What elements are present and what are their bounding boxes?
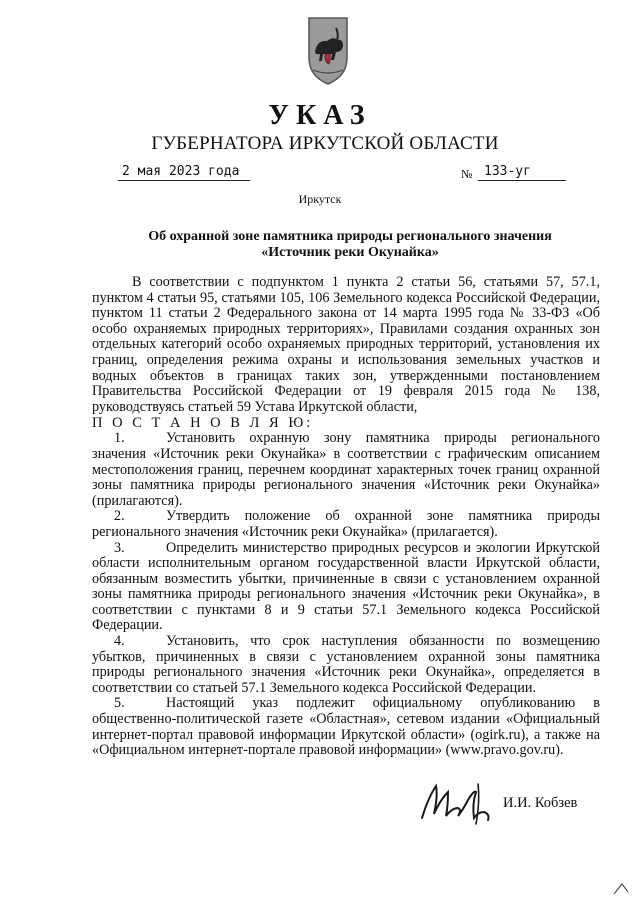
document-number: 133-уг bbox=[478, 164, 566, 181]
handwritten-signature-icon bbox=[418, 778, 502, 826]
document-heading-line-1: Об охранной зоне памятника природы регионального значения bbox=[148, 229, 552, 244]
list-item bbox=[92, 541, 600, 635]
item-text: Настоящий указ подлежит официальному опубликованию в общественно-политической газете «Областная», сетевом издании «Официальный интернет-портал правовой информации Иркутской области» (ogirk.ru), а также на «Официальном интернет-портале правовой информации» (www.pravo.gov.ru). bbox=[92, 695, 600, 759]
coat-of-arms-icon bbox=[303, 14, 353, 86]
item-text: Установить охранную зону памятника природы регионального значения «Источник реки Окунайка» в соответствии с графическим описанием местоположения границ, перечнем координат характерных точек границ охранной зоны памятника природы регионального значения «Источник реки Окунайка» (прилагаются). bbox=[92, 430, 600, 509]
item-number: 3. bbox=[114, 539, 125, 556]
item-text: Определить министерство природных ресурсов и экологии Иркутской области исполнительным органом государственной власти Иркутской области, обязанным возместить убытки, причиненные в связи с установлением охранной зоны памятника природы регионального значения «Источник реки Окунайка», в соответствии с пунктами 8 и 9 статьи 57.1 Земельного кодекса Российской Федерации. bbox=[92, 539, 600, 634]
preamble-paragraph: В соответствии с подпунктом 1 пункта 2 статьи 56, статьями 57, 57.1, пунктом 4 статьи 95, статьями 105, 106 Земельного кодекса Российской Федерации, пунктом 11 статьи 2 Федерального закона от 14 марта 1995 года № 33-ФЗ «Об особо охраняемых природных территориях», Правилами создания охранных зон отдельных категорий особо охраняемых природных территорий, установления их границ, определения режима охраны и использования земельных участков и водных объектов в границах таких зон, утвержденными постановлением Правительства Российской Федерации от 19 февраля 2015 года № 138, руководствуясь статьей 59 Устава Иркутской области, bbox=[92, 274, 600, 415]
document-issuer: ГУБЕРНАТОРА ИРКУТСКОЙ ОБЛАСТИ bbox=[151, 133, 499, 154]
item-number: 4. bbox=[114, 633, 125, 650]
list-item bbox=[92, 431, 600, 509]
document-body bbox=[92, 275, 600, 759]
document-title: УКАЗ bbox=[268, 100, 372, 131]
decree-word: П О С Т А Н О В Л Я Ю: bbox=[92, 415, 314, 432]
item-number: 5. bbox=[114, 695, 125, 712]
item-number: 2. bbox=[114, 508, 125, 525]
item-text: Утвердить положение об охранной зоне памятника природы регионального значения «Источник реки Окунайка» (прилагается). bbox=[92, 508, 600, 540]
list-item bbox=[92, 696, 600, 758]
document-city: Иркутск bbox=[298, 192, 342, 206]
item-number: 1. bbox=[114, 430, 125, 447]
item-text: Установить, что срок наступления обязанности по возмещению убытков, причиненных в связи с установлением охранной зоны памятника природы регионального значения «Источник реки Окунайка», определяется в соответствии со статьей 57.1 Земельного кодекса Российской Федерации. bbox=[92, 633, 600, 696]
corner-mark-icon bbox=[612, 880, 632, 896]
document-date: 2 мая 2023 года bbox=[118, 164, 250, 181]
signer-name: И.И. Кобзев bbox=[503, 795, 578, 811]
list-item bbox=[92, 509, 600, 540]
number-sign: № bbox=[461, 167, 473, 181]
document-heading-line-2: «Источник реки Окунайка» bbox=[261, 245, 439, 260]
list-item bbox=[92, 634, 600, 696]
